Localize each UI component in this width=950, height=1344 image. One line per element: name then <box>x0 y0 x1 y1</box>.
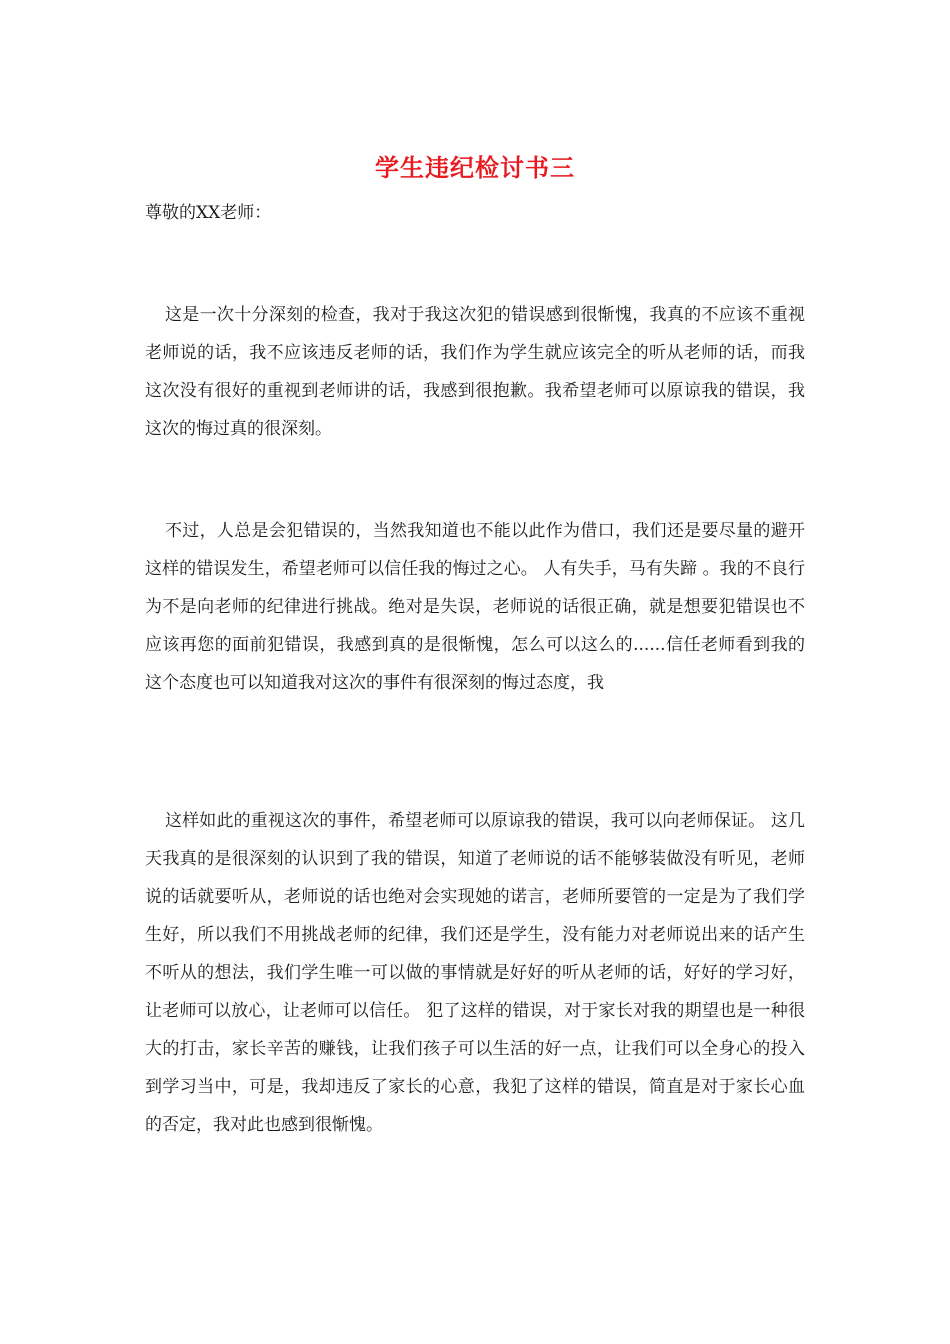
paragraph-3: 这样如此的重视这次的事件，希望老师可以原谅我的错误，我可以向老师保证。 这几天我真的是很深刻的认识到了我的错误，知道了老师说的话不能够装做没有听见，老师说的话就要听从，老师说的话也绝对会实现她的诺言，老师所要管的一定是为了我们学生好，所以我们不用挑战老师的纪律，我们还是学生，没有能力对老师说出来的话产生不听从的想法，我们学生唯一可以做的事情就是好好的听从老师的话，好好的学习好，让老师可以放心，让老师可以信任。 犯了这样的错误，对于家长对我的期望也是一种很大的打击，家长辛苦的赚钱，让我们孩子可以生活的好一点，让我们可以全身心的投入到学习当中，可是，我却违反了家长的心意，我犯了这样的错误，简直是对于家长心血的否定，我对此也感到很惭愧。 <box>145 811 805 1135</box>
salutation: 尊敬的XX老师： <box>145 203 272 223</box>
paragraph-1: 这是一次十分深刻的检查，我对于我这次犯的错误感到很惭愧，我真的不应该不重视老师说的话，我不应该违反老师的话，我们作为学生就应该完全的听从老师的话，而我这次没有很好的重视到老师讲的话，我感到很抱歉。我希望老师可以原谅我的错误，我这次的悔过真的很深刻。 <box>145 305 805 439</box>
document-title: 学生违纪检讨书三 <box>375 153 575 182</box>
paragraph-2: 不过，人总是会犯错误的，当然我知道也不能以此作为借口，我们还是要尽量的避开这样的错误发生，希望老师可以信任我的悔过之心。 人有失手，马有失蹄 。我的不良行为不是向老师的纪律进行挑战。绝对是失误，老师说的话很正确，就是想要犯错误也不应该再您的面前犯错误，我感到真的是很惭愧，怎么可以这么的......信任老师看到我的这个态度也可以知道我对这次的事件有很深刻的悔过态度，我 <box>145 521 805 693</box>
